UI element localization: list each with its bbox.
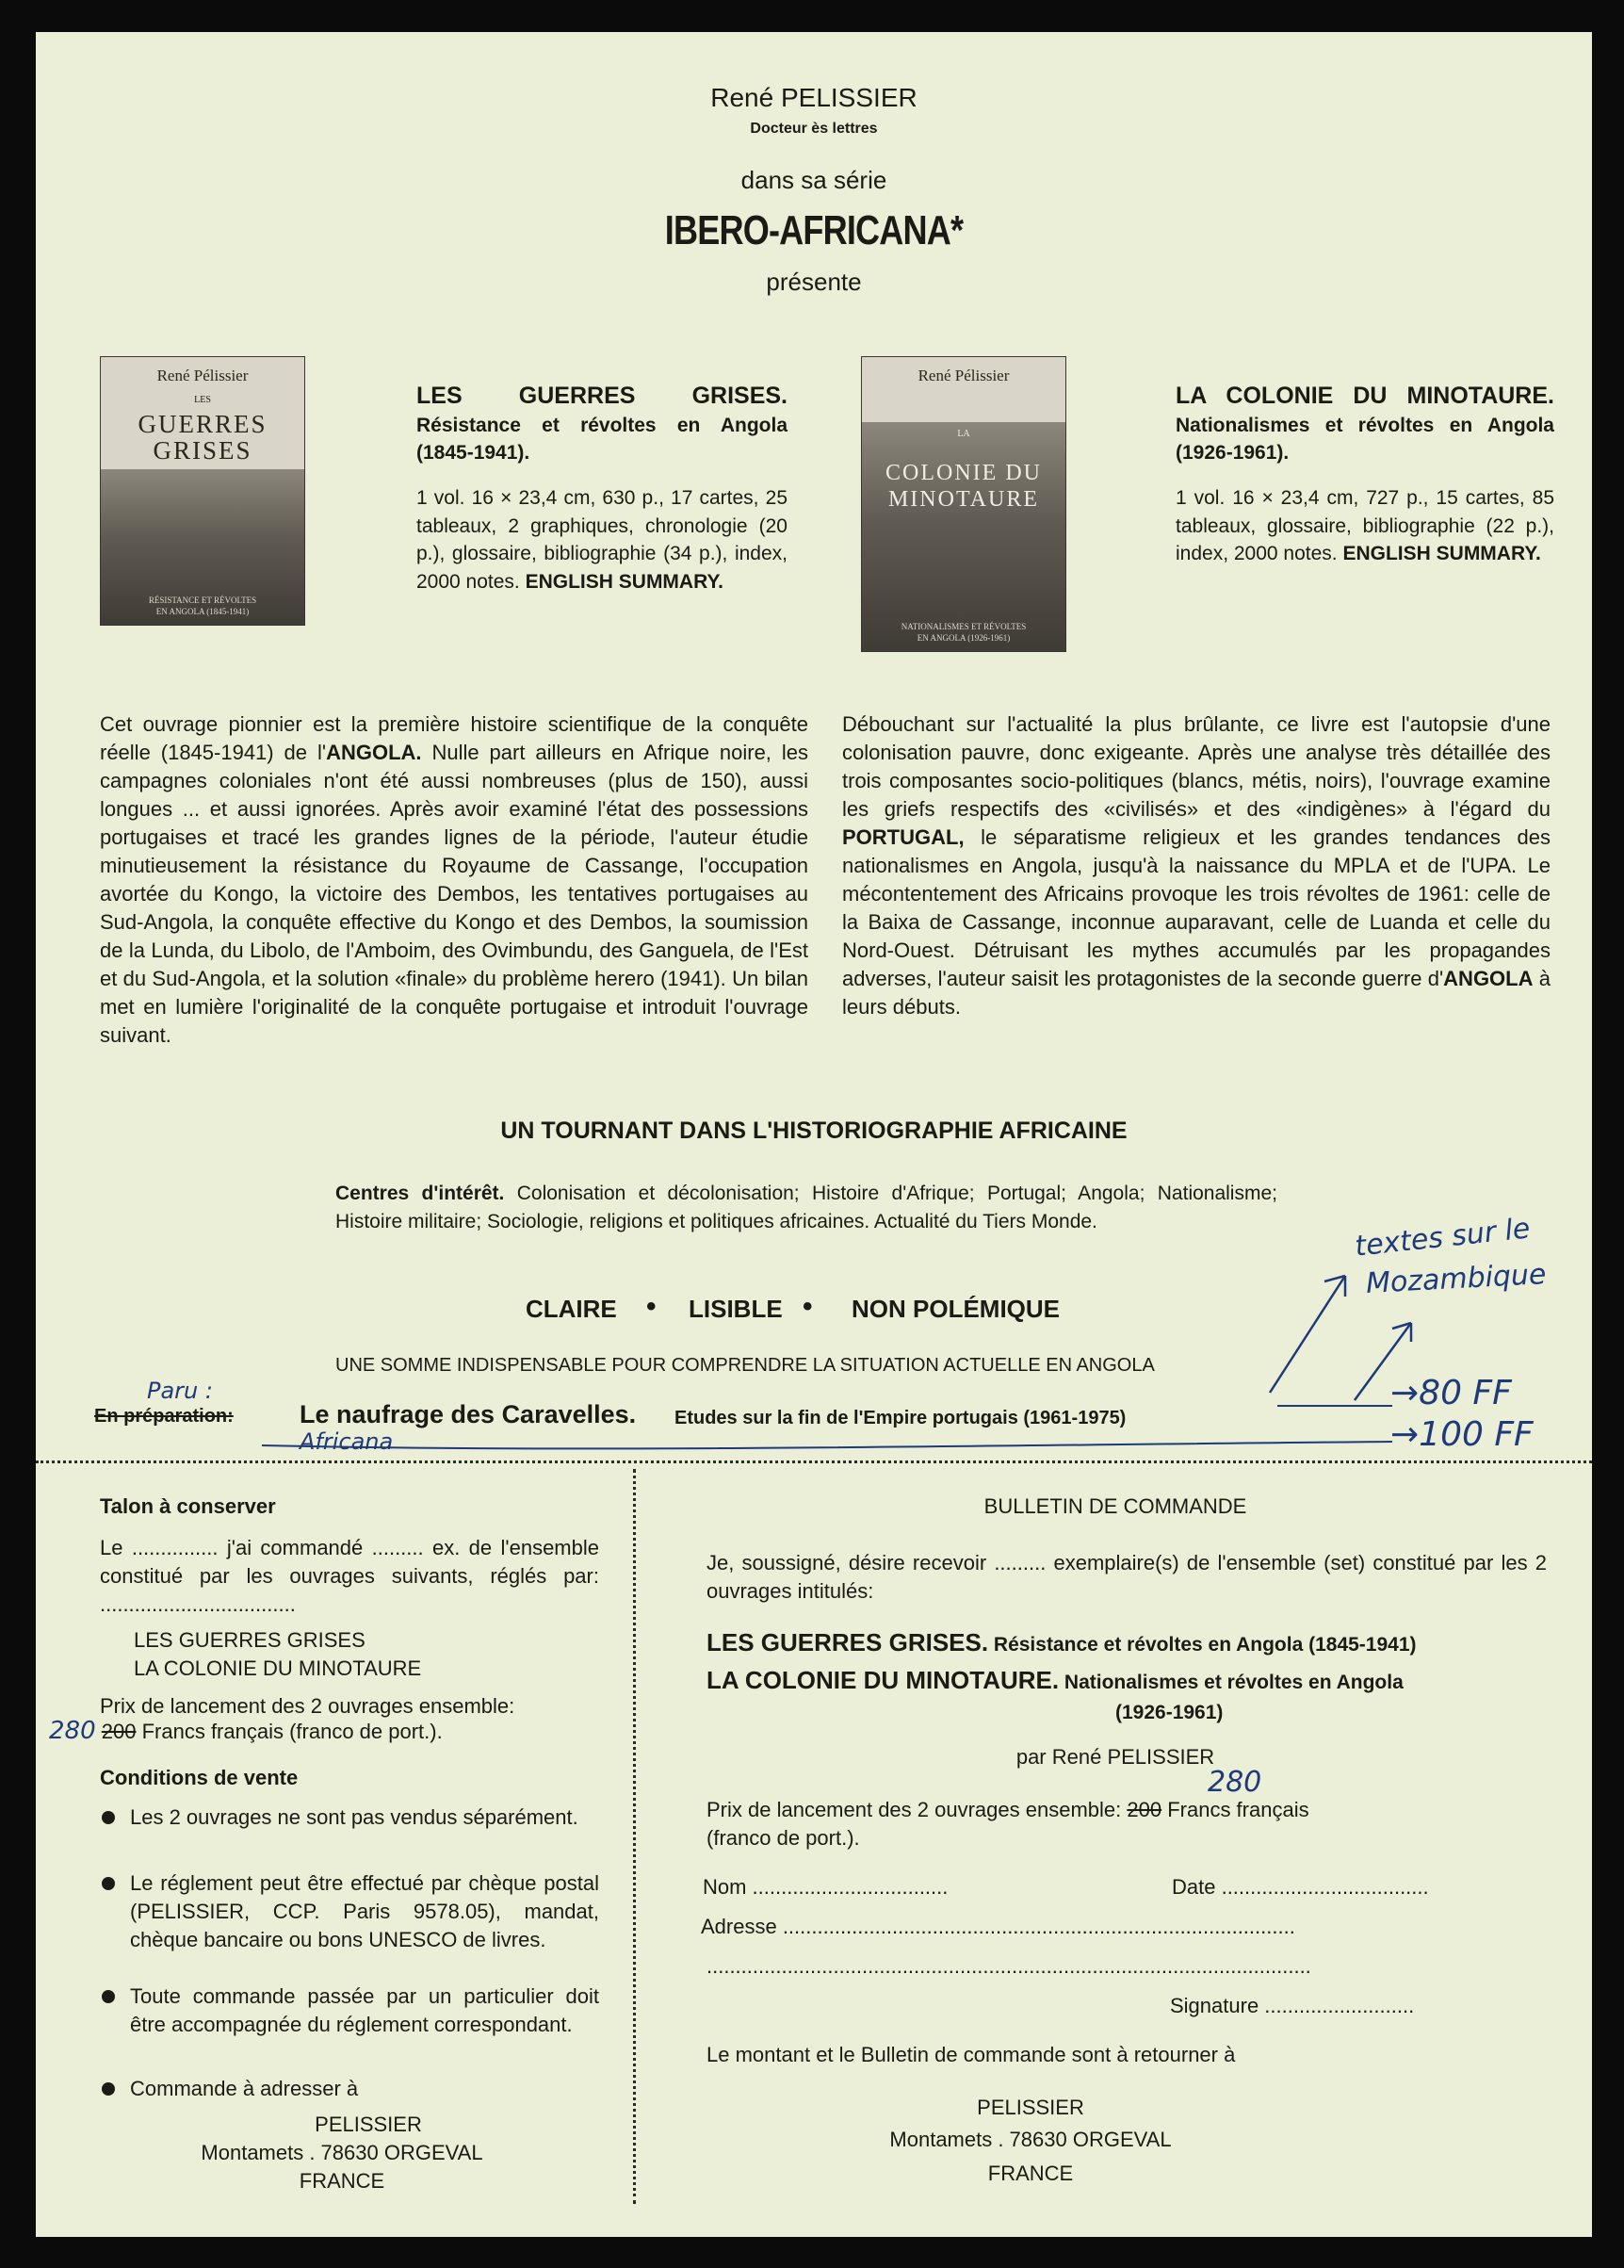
author-degree: Docteur ès lettres [750, 121, 878, 137]
book2-details: 1 vol. 16 × 23,4 cm, 727 p., 15 cartes, 85 tableaux, glossaire, bibliographie (22 p.), index, 2000 notes. [1176, 487, 1554, 565]
bulletin-date-field[interactable]: Date .................................... [1172, 1875, 1429, 1899]
handwritten-80ff: →80 FF [1390, 1374, 1512, 1412]
talon-price-row [49, 1717, 443, 1745]
flyer-page [36, 32, 1592, 2237]
book1-summary: ENGLISH SUMMARY. [525, 570, 723, 593]
bullet-4 [102, 2082, 115, 2096]
bullet-3 [102, 1990, 115, 2003]
handwritten-paru: Paru : [147, 1378, 213, 1404]
bulletin-book2-dates: (1926-1961) [1115, 1702, 1224, 1723]
book1-cover-subtitle-1: RÉSISTANCE ET RÉVOLTES [148, 596, 257, 605]
condition-3: Toute commande passée par un particulier doit être accompagnée du réglement correspondant. [130, 1984, 599, 2036]
book1-cover-small: LES [194, 395, 211, 405]
separator-1: • [646, 1291, 657, 1322]
book2-cover-subtitle-2: EN ANGOLA (1926-1961) [917, 633, 1011, 643]
handwritten-textes-1: textes sur le [1353, 1212, 1532, 1264]
book1-cover-author: René Pélissier [156, 367, 249, 384]
presents-text: présente [766, 268, 862, 296]
cut-line-vertical [633, 1469, 636, 2204]
bulletin-price: Prix de lancement des 2 ouvrages ensemble: 200 Francs français [706, 1798, 1309, 1821]
bulletin-addr-2: Montamets . 78630 ORGEVAL [889, 2128, 1172, 2151]
book2-summary: ENGLISH SUMMARY. [1342, 543, 1541, 565]
series-intro: dans sa série [740, 166, 887, 194]
prep-subtitle: Etudes sur la fin de l'Empire portugais (1961-1975) [674, 1408, 1127, 1428]
prep-label: En préparation: [94, 1406, 234, 1427]
book1-cover-subtitle-2: EN ANGOLA (1845-1941) [155, 607, 250, 616]
handwritten-textes-2: Mozambique [1365, 1258, 1548, 1300]
interests-text: Colonisation et décolonisation; Histoire d'Afrique; Portugal; Angola; Nationalisme; Histoire militaire; Sociologie, religions et politiques africaines. Actualité du Tiers Monde. [335, 1183, 1277, 1232]
author-name: René PELISSIER [710, 83, 918, 112]
bulletin-signature-field[interactable]: Signature .......................... [1170, 1994, 1415, 2017]
book2-description: Débouchant sur l'actualité la plus brûlante, ce livre est l'autopsie d'une colonisation pauvre, donc exigeante. Après une analyse très détaillée des trois composantes socio-politiques (blancs, métis, noirs), l'ouvrage examine les griefs respectifs des «civilisés» et des «indigènes» à l'égard du PORTUGAL, le séparatisme religieux et les grandes tendances des nationalismes en Angola, jusqu'à la naissance du MPLA et de l'UPA. Le mécontentement des Africains provoque les trois révoltes de 1961: celle de la Baixa de Cassange, inconnue auparavant, celle de Luanda et celle du Nord-Ouest. Détruisant les mythes accumulés par les propagandes adverses, l'auteur saisit les protagonistes de la seconde guerre d'ANGOLA à leurs débuts. [842, 712, 1551, 1019]
book1-cover-title-1: GUERRES [138, 410, 268, 438]
talon-addr-1: PELISSIER [315, 2113, 422, 2136]
talon-line1: Le ............... j'ai commandé ......... ex. de l'ensemble constitué par les ouvrages suivants, réglés par: .................................. [100, 1536, 599, 1616]
talon-price-hand: 280 [49, 1717, 96, 1745]
condition-2: Le réglement peut être effectué par chèque postal (PELISSIER, CCP. Paris 9578.05), mandat, chèque bancaire ou bons UNESCO de livres. [130, 1871, 599, 1951]
book2-cover-small: LA [957, 429, 970, 439]
talon-price: Prix de lancement des 2 ouvrages ensemble: [100, 1694, 515, 1718]
handwritten-arrows [36, 32, 1592, 1464]
separator-2: • [803, 1291, 813, 1322]
bulletin-addr-3: FRANCE [987, 2162, 1074, 2185]
condition-1: Les 2 ouvrages ne sont pas vendus séparément. [130, 1805, 578, 1829]
book2-cover-title-1: COLONIE DU [885, 461, 1042, 485]
book2-subtitle: Nationalismes et révoltes en Angola (1926-1961). [1176, 414, 1554, 465]
condition-4: Commande à adresser à [130, 2077, 359, 2100]
talon-book2: LA COLONIE DU MINOTAURE [134, 1656, 422, 1680]
bulletin-by: par René PELISSIER [1015, 1745, 1215, 1769]
bulletin-title: BULLETIN DE COMMANDE [983, 1494, 1247, 1518]
talon-price-rest: Francs français (franco de port.). [136, 1720, 443, 1743]
cut-line [36, 1460, 1592, 1463]
bullet-1 [102, 1811, 115, 1824]
book2-title: LA COLONIE DU MINOTAURE. [1176, 383, 1554, 409]
quality-1: CLAIRE [526, 1295, 617, 1323]
quality-3: NON POLÉMIQUE [852, 1295, 1061, 1323]
bulletin-return: Le montant et le Bulletin de commande sont à retourner à [706, 2043, 1236, 2066]
tagline: UN TOURNANT DANS L'HISTORIOGRAPHIE AFRICAINE [500, 1118, 1128, 1144]
bulletin-adresse-line-2[interactable]: ......................................................................................................... [706, 1954, 1311, 1978]
talon-addr-2: Montamets . 78630 ORGEVAL [201, 2141, 483, 2164]
bulletin-nom-field[interactable]: Nom .................................. [703, 1875, 949, 1899]
quality-2: LISIBLE [689, 1295, 783, 1323]
bulletin-adresse-field[interactable]: Adresse ......................................................................................... [701, 1915, 1295, 1938]
handwritten-africana: Africana [300, 1428, 394, 1455]
handwritten-100ff: →100 FF [1390, 1415, 1534, 1454]
prep-title: Le naufrage des Caravelles. [300, 1400, 637, 1428]
talon-price-old: 200 [101, 1720, 137, 1743]
talon-addr-3: FRANCE [299, 2169, 385, 2193]
conditions-title: Conditions de vente [100, 1766, 299, 1789]
talon-title: Talon à conserver [100, 1494, 276, 1518]
bulletin-price-2: (franco de port.). [706, 1826, 860, 1850]
bulletin-book1: LES GUERRES GRISES. Résistance et révoltes en Angola (1845-1941) [706, 1628, 1417, 1656]
interests-label: Centres d'intérêt. [335, 1183, 505, 1204]
book1-cover-title-2: GRISES [153, 436, 252, 465]
book1-title: LES GUERRES GRISES. [416, 383, 788, 409]
book2-cover-author: René Pélissier [918, 367, 1010, 384]
book2-cover-subtitle-1: NATIONALISMES ET RÉVOLTES [901, 622, 1027, 631]
bulletin-book2: LA COLONIE DU MINOTAURE. Nationalismes et révoltes en Angola [706, 1666, 1404, 1694]
book1-description: Cet ouvrage pionnier est la première histoire scientifique de la conquête réelle (1845-1941) de l'ANGOLA. Nulle part ailleurs en Afrique noire, les campagnes coloniales n'ont été aussi nombreuses (plus de 150), aussi longues ... et aussi ignorées. Après avoir examiné l'état des possessions portugaises et tracé les grandes lignes de la période, l'auteur étudie minutieusement la résistance du Royaume de Cassange, l'occupation avortée du Kongo, la victoire des Dembos, les tentatives portugaises au Sud-Angola, la conquête effective du Kongo et des Dembos, la soumission de la Lunda, du Libolo, de l'Amboim, des Ovimbundu, des Ganguela, de l'Est et du Sud-Angola, et la solution «finale» du problème herero (1941). Un bilan met en lumière l'originalité de la conquête portugaise et introduit l'ouvrage suivant. [100, 712, 808, 1047]
book1-details: 1 vol. 16 × 23,4 cm, 630 p., 17 cartes, 25 tableaux, 2 graphiques, chronologie (20 p.), glossaire, bibliographie (34 p.), index, 2000 notes. [416, 487, 788, 593]
bulletin-intro: Je, soussigné, désire recevoir ......... exemplaire(s) de l'ensemble (set) constitué par les 2 ouvrages intitulés: [706, 1551, 1547, 1603]
talon-book1: LES GUERRES GRISES [134, 1628, 365, 1652]
series-title: IBERO-AFRICANA* [664, 207, 964, 253]
bulletin-addr-1: PELISSIER [977, 2096, 1084, 2119]
book1-subtitle: Résistance et révoltes en Angola (1845-1941). [416, 414, 788, 465]
bulletin-price-hand: 280 [1208, 1766, 1262, 1799]
summation: UNE SOMME INDISPENSABLE POUR COMPRENDRE LA SITUATION ACTUELLE EN ANGOLA [335, 1355, 1155, 1376]
book2-cover-title-2: MINOTAURE [887, 487, 1040, 512]
bullet-2 [102, 1877, 115, 1890]
